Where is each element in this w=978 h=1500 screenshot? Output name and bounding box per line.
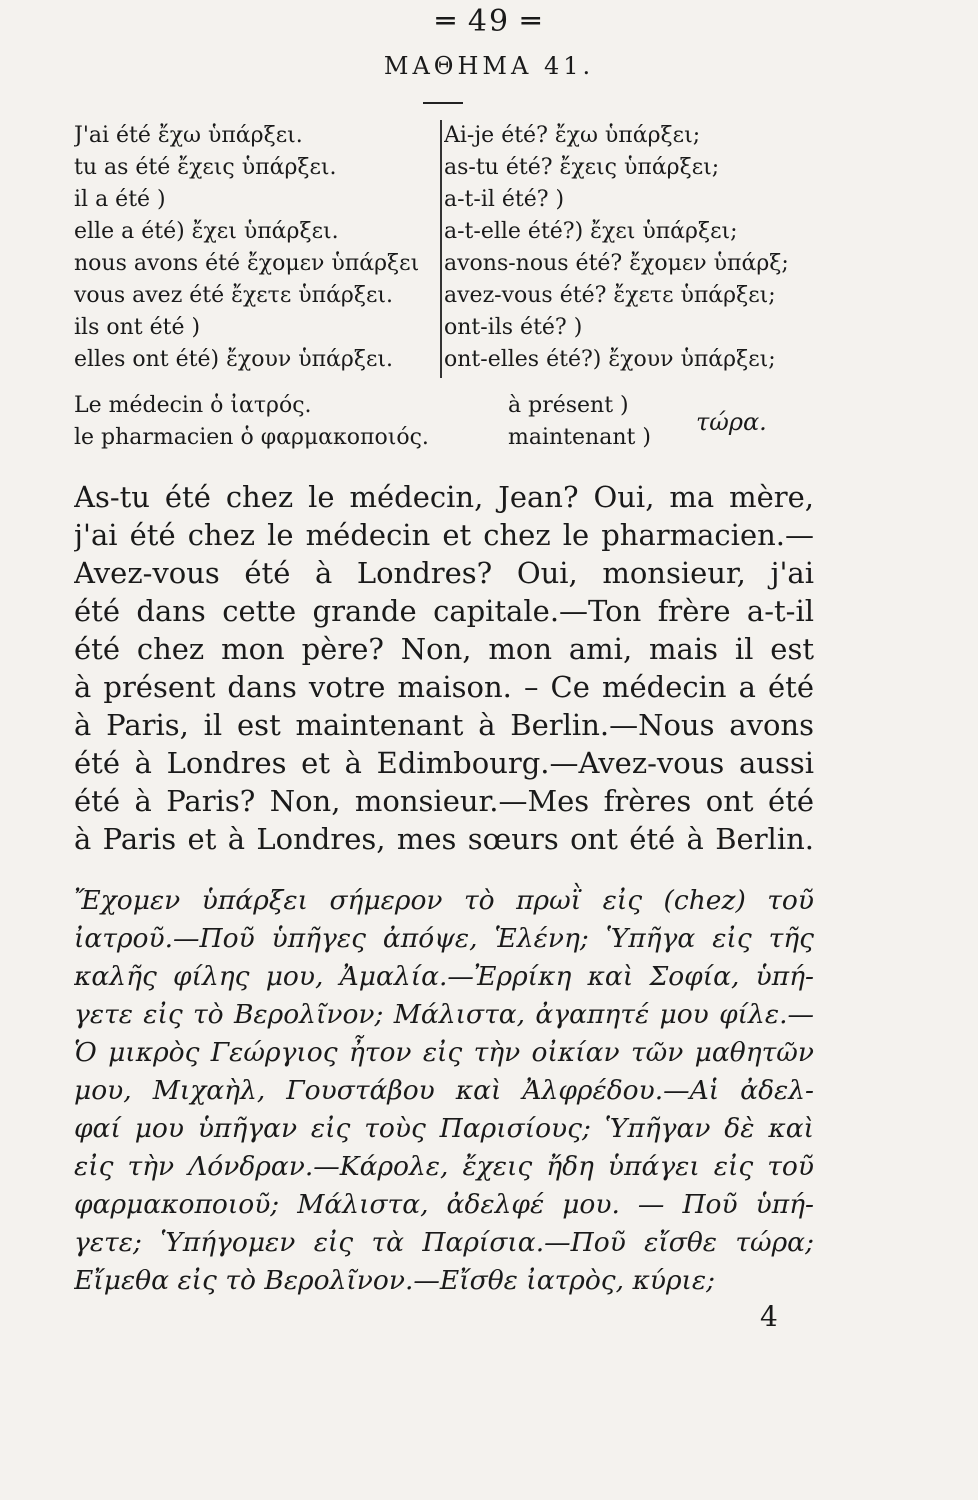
text-line: φαρμακοποιοῦ; Μάλιστα, ἀδελφέ μου. — Ποῦ ὑπή- xyxy=(74,1189,814,1220)
text-line: φαί μου ὑπῆγαν εἰς τοὺς Παρισίους; Ὑπῆγαν δὲ καὶ xyxy=(74,1113,814,1144)
title-rule xyxy=(423,102,463,104)
conjugation-line: elles ont été) ἔχουν ὑπάρξει. xyxy=(74,347,393,372)
text-line: été à Paris? Non, monsieur.—Mes frères ont été xyxy=(74,784,814,818)
text-line: Εἴμεθα εἰς τὸ Βερολῖνον.—Εἴσθε ἰατρὸς, κύριε; xyxy=(74,1265,716,1296)
vocabulary-entry: le pharmacien ὁ φαρμακοποιός. xyxy=(74,425,429,450)
conjugation-affirmative xyxy=(74,120,434,376)
conjugation-line: a-t-elle été?) ἔχει ὑπάρξει; xyxy=(444,219,738,244)
conjugation-line: Ai-je été? ἔχω ὑπάρξει; xyxy=(444,123,701,148)
text-line: εἰς τὴν Λόνδραν.—Κάρολε, ἔχεις ἤδη ὑπάγει εἰς τοῦ xyxy=(74,1151,814,1182)
vocabulary-nouns xyxy=(74,390,429,454)
conjugation-line: ils ont été ) xyxy=(74,315,201,340)
french-exercise xyxy=(74,478,814,858)
conjugation-line: a-t-il été? ) xyxy=(444,187,565,212)
vocabulary-entry: à présent ) xyxy=(508,393,629,418)
conjugation-line: avez-vous été? ἔχετε ὑπάρξει; xyxy=(444,283,776,308)
text-line: γετε εἰς τὸ Βερολῖνον; Μάλιστα, ἀγαπητέ μου φίλε.— xyxy=(74,999,814,1030)
vocabulary-translation: τώρα. xyxy=(696,408,767,436)
conjugation-line: vous avez été ἔχετε ὑπάρξει. xyxy=(74,283,393,308)
vocabulary-entry: Le médecin ὁ ἰατρός. xyxy=(74,393,312,418)
conjugation-line: ont-elles été?) ἔχουν ὑπάρξει; xyxy=(444,347,776,372)
page-number: ═ 49 ═ xyxy=(436,4,542,39)
lesson-title: ΜΑΘΗΜΑ 41. xyxy=(383,52,595,80)
conjugation-line: ont-ils été? ) xyxy=(444,315,583,340)
text-line: été à Londres et à Edimbourg.—Avez-vous aussi xyxy=(74,746,814,780)
text-line: Ὁ μικρὸς Γεώργιος ἦτον εἰς τὴν οἰκίαν τῶν μαθητῶν xyxy=(74,1037,814,1068)
conjugation-line: il a été ) xyxy=(74,187,166,212)
text-line: Ἔχομεν ὑπάρξει σήμερον τὸ πρωῒ εἰς (chez) τοῦ xyxy=(74,885,814,916)
text-line: γετε; Ὑπήγομεν εἰς τὰ Παρίσια.—Ποῦ εἴσθε τώρα; xyxy=(74,1227,814,1258)
conjugation-line: nous avons été ἔχομεν ὑπάρξει xyxy=(74,251,420,276)
text-line: été chez mon père? Non, mon ami, mais il est xyxy=(74,632,814,666)
greek-exercise xyxy=(74,882,814,1300)
vocabulary-adverbs xyxy=(508,390,651,454)
text-line: à présent dans votre maison. – Ce médecin a été xyxy=(74,670,814,704)
conjugation-line: avons-nous été? ἔχομεν ὑπάρξ; xyxy=(444,251,789,276)
conjugation-line: as-tu été? ἔχεις ὑπάρξει; xyxy=(444,155,720,180)
text-line: à Paris et à Londres, mes sœurs ont été à Berlin. xyxy=(74,822,814,856)
text-line: καλῆς φίλης μου, Ἀμαλία.—Ἐρρίκη καὶ Σοφία, ὑπή- xyxy=(74,961,814,992)
conjugation-line: J'ai été ἔχω ὑπάρξει. xyxy=(74,123,303,148)
text-line: μου, Μιχαὴλ, Γουστάβου καὶ Ἀλφρέδου.—Αἱ ἀδελ- xyxy=(74,1075,814,1106)
conjugation-line: tu as été ἔχεις ὑπάρξει. xyxy=(74,155,337,180)
conjugation-line: elle a été) ἔχει ὑπάρξει. xyxy=(74,219,339,244)
text-line: à Paris, il est maintenant à Berlin.—Nous avons xyxy=(74,708,814,742)
signature-mark: 4 xyxy=(760,1300,778,1333)
text-line: ἰατροῦ.—Ποῦ ὑπῆγες ἀπόψε, Ἑλένη; Ὑπῆγα εἰς τῆς xyxy=(74,923,814,954)
vocabulary-entry: maintenant ) xyxy=(508,425,651,450)
text-line: As-tu été chez le médecin, Jean? Oui, ma mère, xyxy=(74,480,814,514)
text-line: j'ai été chez le médecin et chez le pharmacien.— xyxy=(74,518,814,552)
conjugation-interrogative xyxy=(440,120,824,378)
text-line: été dans cette grande capitale.—Ton frère a-t-il xyxy=(74,594,814,628)
text-line: Avez-vous été à Londres? Oui, monsieur, j'ai xyxy=(74,556,814,590)
